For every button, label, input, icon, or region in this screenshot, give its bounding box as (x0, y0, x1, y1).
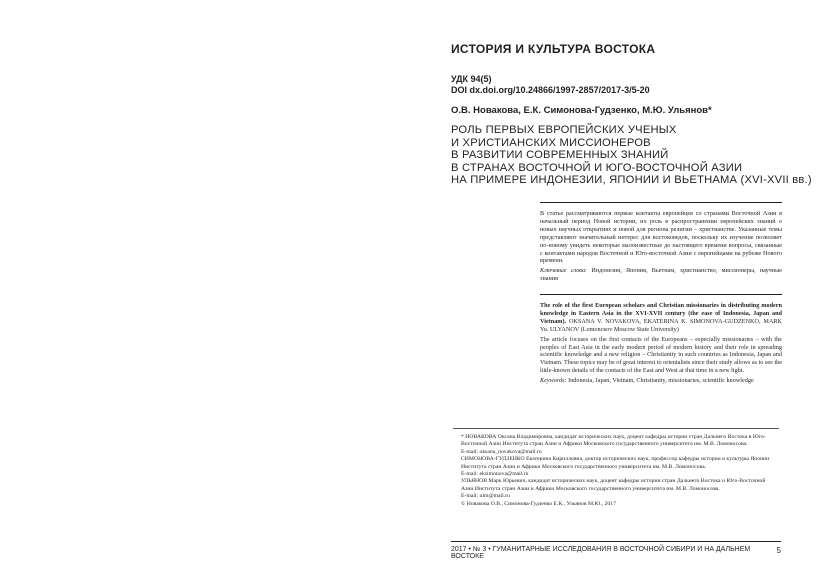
page-number: 5 (776, 546, 781, 555)
title-line: РОЛЬ ПЕРВЫХ ЕВРОПЕЙСКИХ УЧЕНЫХ (451, 124, 677, 136)
footnote-novakova: * НОВАКОВА Оксана Владимировна, кандидат исторических наук, доцент кафедры истории стран Дальнего Востока в Юго-Восточной Азии Института стран Азии и Африки Московского государственного университета им. М.В. Ломоносова. (461, 434, 766, 448)
footer-divider (451, 541, 781, 542)
page-footer (451, 546, 781, 560)
abstract-en-authors: OKSANA V. NOVAKOVA, EKATERINA K. SIMONOVA-GUDZENKO, MARK Yu. ULYANOV (Lomonosov Moscow State University) (540, 317, 782, 333)
footnote-ulyanov: УЛЬЯНОВ Марк Юрьевич, кандидат исторических наук, доцент кафедры истории стран Дальнего Востока и Юго-Восточной Азии Института стран Азии и Африки Московского государственного университета им. М.В. Ломоносова. (461, 478, 766, 492)
udk-code: УДК 94(5) (451, 74, 492, 84)
title-line: В РАЗВИТИИ СОВРЕМЕННЫХ ЗНАНИЙ (451, 149, 669, 162)
title-line: И ХРИСТИАНСКИХ МИССИОНЕРОВ (451, 136, 651, 149)
abstract-en-keywords (540, 377, 782, 385)
abstract-en-text: The article focuses on the first contacts of the Europeans – especially missionaries – with the peoples of East Asia in the early modern period of modern history and their role in spreading scientific knowledge and a new religion – Christianity in such countries as Indonesia, Japan and Vietnam. These topics may be of great interest to orientalists since their study allows as to see the little-known details of the contacts of the East and West at that time in a new light. (540, 335, 782, 375)
keywords-label-en: Keywords: (540, 377, 567, 385)
title-line: НА ПРИМЕРЕ ИНДОНЕЗИИ, ЯПОНИИ И ВЬЕТНАМА (XVI-XVII вв.) (451, 174, 812, 187)
abstract-en-title: The role of the first European scholars and Christian missionaries in distributing modern knowledge in Eastern Asia in the XVI-XVII century (the ease of Indonesia, Japan and Vietnam). (540, 302, 782, 325)
abstract-en-heading (540, 302, 782, 334)
footnote-divider (453, 428, 779, 429)
abstract-ru (540, 210, 782, 285)
abstract-ru-text: В статье рассматриваются первые контакты европейцев со странами Восточной Азии в начальный период Новой истории, их роль в распространении европейских знаний о новых научных открытиях и новой для региона религии – христианстве. Указанные темы представляют значительный интерес для востоковедов, поскольку их изучение позволяет по-новому увидеть некоторые малоизвестные до настоящего времени вопросы, связанные с контактами народов Восточной и Юго-восточной Азии с европейцами на рубеже Нового времени. (540, 210, 782, 265)
divider-top (540, 202, 782, 203)
footnote-simonova: СИМОНОВА-ГУДЗЕНКО Екатерина Кирилловна, доктор исторических наук, профессор кафедры истории и культуры Японии Института стран Азии и Африки Московского государственного университета им. М.В. Ломоносова. (461, 456, 770, 470)
authors: О.В. Новакова, Е.К. Симонова-Гудзенко, М.Ю. Ульянов* (451, 105, 712, 116)
section-title: ИСТОРИЯ И КУЛЬТУРА ВОСТОКА (451, 42, 656, 56)
footnote-email: E-mail: ulm@mail.ru (461, 493, 510, 500)
article-title (451, 124, 812, 187)
footnote-copyright: © Новакова О.В., Симонова-Гудзенко Е.К., Ульянов М.Ю., 2017 (461, 500, 616, 507)
abstract-en (540, 302, 782, 387)
footnote-email: E-mail: oksana_novakova@mail.ru (461, 448, 542, 455)
footnotes (453, 434, 779, 508)
divider-middle (540, 294, 782, 295)
title-line: В СТРАНАХ ВОСТОЧНОЙ И ЮГО-ВОСТОЧНОЙ АЗИИ (451, 161, 743, 174)
keywords-ru: Индонезия, Япония, Вьетнам, христианство, миссионеры, научные знания (540, 267, 782, 283)
keywords-label-ru: Ключевые слова: (540, 267, 588, 275)
abstract-ru-keywords (540, 267, 782, 283)
keywords-en: Indonesia, Japan, Vietnam, Christianity, missionaries, scientific knowledge (566, 377, 754, 385)
journal-name: 2017 • № 3 • ГУМАНИТАРНЫЕ ИССЛЕДОВАНИЯ В ВОСТОЧНОЙ СИБИРИ И НА ДАЛЬНЕМ ВОСТОКЕ (451, 546, 751, 560)
doi: DOI dx.doi.org/10.24866/1997-2857/2017-3/5-20 (451, 85, 650, 95)
footnote-email: E-mail: eksimonova@mail.ru (461, 471, 529, 478)
